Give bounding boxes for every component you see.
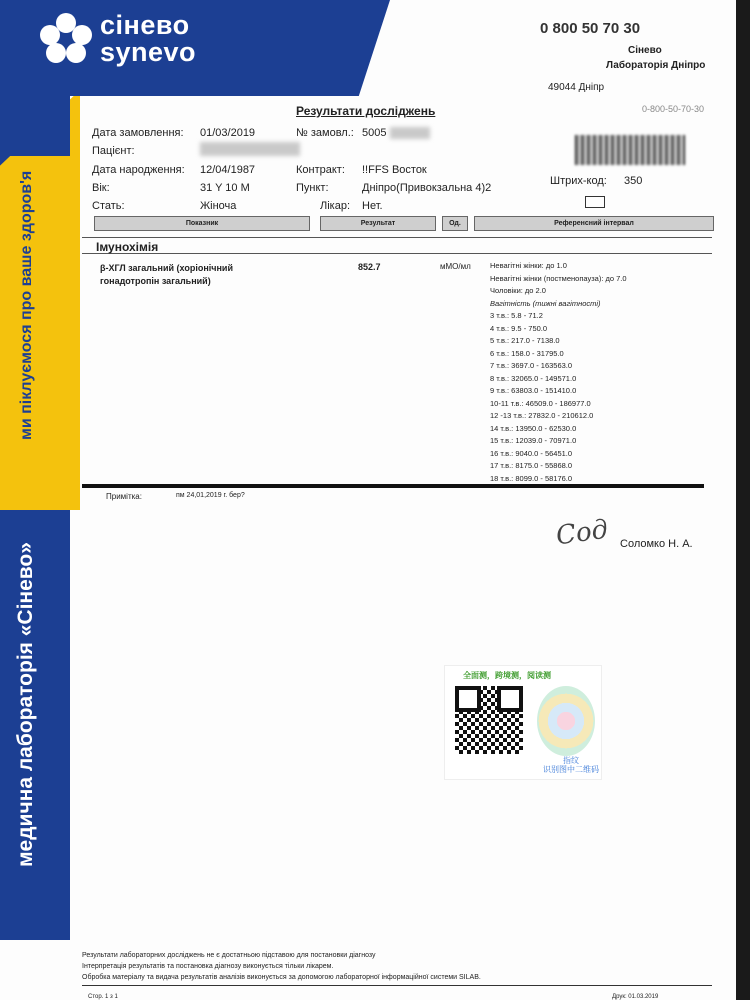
print-date: Друк: 01.03.2019 bbox=[612, 994, 659, 1000]
ref-item: 7 т.в.: 3697.0 - 163563.0 bbox=[490, 361, 573, 370]
disclaimer-line-2: Інтерпретація результатів та постановка діагнозу виконується тільки лікарем. bbox=[82, 963, 334, 970]
order-date-label: Дата замовлення: bbox=[92, 127, 184, 139]
ref-item: 4 т.в.: 9.5 - 750.0 bbox=[490, 323, 548, 333]
signer-name: Соломко Н. А. bbox=[620, 538, 693, 550]
brand-name-ua: сінево bbox=[100, 10, 190, 40]
footer-divider bbox=[82, 985, 712, 986]
lab-name-vertical: медична лабораторія «Сінево» bbox=[14, 542, 37, 868]
ref-item: 8 т.в.: 32065.0 - 149571.0 bbox=[490, 373, 577, 383]
ref-item: 3 т.в.: 5.8 - 71.2 bbox=[490, 311, 543, 320]
disclaimer bbox=[82, 950, 712, 983]
slogan-vertical: ми піклуємося про ваше здоров'я bbox=[18, 170, 35, 440]
point-value: Дніпро(Привокзальна 4)2 bbox=[362, 182, 492, 194]
ref-item: 9 т.в.: 63803.0 - 151410.0 bbox=[490, 386, 577, 395]
disclaimer-line-3: Обробка матеріалу та видача результатів аналізів виконується за допомогою лабораторної інформаційної системи SILAB. bbox=[82, 974, 481, 981]
point-label: Пункт: bbox=[296, 182, 329, 194]
ref-item: 12 -13 т.в.: 27832.0 - 210612.0 bbox=[490, 411, 594, 420]
qr-caption: 全面测，跨境测，阅读测 bbox=[463, 671, 551, 680]
note-value: пм 24,01,2019 г. бер? bbox=[176, 492, 245, 499]
age-label: Вік: bbox=[92, 182, 110, 194]
doctor-label: Лікар: bbox=[320, 200, 351, 212]
ref-item: 14 т.в.: 13950.0 - 62530.0 bbox=[490, 423, 577, 433]
sex-label: Стать: bbox=[92, 200, 125, 212]
note-label: Примітка: bbox=[106, 492, 142, 501]
qr-code-icon[interactable] bbox=[455, 686, 523, 754]
fingerprint-hint: 识别图中二维码 bbox=[543, 765, 599, 774]
reference-list bbox=[490, 260, 627, 485]
age-value: 31 Y 10 M bbox=[200, 182, 250, 194]
hotline-phone: 0 800 50 70 30 bbox=[540, 20, 641, 37]
synevo-logo bbox=[40, 12, 196, 66]
order-date: 01/03/2019 bbox=[200, 127, 256, 139]
lab-phone-2: 0-800-50-70-30 bbox=[642, 104, 705, 114]
fingerprint-label: 指纹 bbox=[563, 756, 579, 765]
barcode bbox=[575, 135, 685, 165]
contract-label: Контракт: bbox=[296, 164, 345, 176]
delivery-options bbox=[585, 196, 605, 208]
brand-name-en: synevo bbox=[100, 37, 197, 67]
col-ref-header: Референсний інтервал bbox=[474, 216, 714, 231]
signature: Сод bbox=[554, 514, 610, 552]
order-number: 5005 bbox=[362, 127, 387, 139]
page-number: Стор. 1 з 1 bbox=[88, 994, 118, 1000]
barcode-value: 350 bbox=[624, 175, 643, 187]
ref-item: Вагітність (тижні вагітності) bbox=[490, 298, 601, 308]
ref-item: 6 т.в.: 158.0 - 31795.0 bbox=[490, 348, 564, 358]
ref-item: 18 т.в.: 8099.0 - 58176.0 bbox=[490, 473, 573, 483]
section-title: Імунохімія bbox=[82, 237, 712, 254]
option-checkbox bbox=[585, 196, 605, 208]
ref-item: Невагітні жінки: до 1.0 bbox=[490, 261, 567, 270]
redacted-patient bbox=[200, 142, 300, 156]
ref-item: Чоловіки: до 2.0 bbox=[490, 286, 546, 295]
section-divider bbox=[82, 484, 704, 488]
col-unit-header: Од. bbox=[442, 216, 468, 231]
lab-title: Сінево bbox=[628, 45, 662, 56]
flower-icon bbox=[40, 13, 92, 65]
col-test-header: Показник bbox=[94, 216, 310, 231]
lab-address: 49044 Дніпр bbox=[548, 82, 605, 93]
ref-item: 16 т.в.: 9040.0 - 56451.0 bbox=[490, 448, 573, 458]
patient-label: Пацієнт: bbox=[92, 145, 135, 157]
ref-item: 5 т.в.: 217.0 - 7138.0 bbox=[490, 336, 560, 345]
contract-value: !!FFS Восток bbox=[362, 164, 427, 176]
birth-label: Дата народження: bbox=[92, 164, 185, 176]
col-result-header: Результат bbox=[320, 216, 436, 231]
doctor-value: Нет. bbox=[362, 200, 383, 212]
birth-date: 12/04/1987 bbox=[200, 164, 256, 176]
test-value: 852.7 bbox=[358, 262, 381, 272]
qr-overlay bbox=[444, 665, 602, 780]
ref-item: 17 т.в.: 8175.0 - 55868.0 bbox=[490, 461, 573, 470]
test-name: β-ХГЛ загальний (хоріонічний гонадотропін загальний) bbox=[100, 263, 233, 286]
barcode-label: Штрих-код: bbox=[550, 175, 607, 187]
order-number-label: № замовл.: bbox=[296, 127, 354, 139]
page-title: Результати досліджень bbox=[296, 104, 436, 118]
test-unit: мМО/мл bbox=[440, 262, 471, 271]
fingerprint-icon[interactable] bbox=[537, 686, 595, 756]
redacted-number bbox=[390, 127, 430, 139]
lab-city: Лабораторія Дніпро bbox=[606, 60, 706, 71]
ref-item: 15 т.в.: 12039.0 - 70971.0 bbox=[490, 436, 577, 445]
disclaimer-line-1: Результати лабораторних досліджень не є достатньою підставою для постановки діагнозу bbox=[82, 952, 376, 959]
ref-item: 10-11 т.в.: 46509.0 - 186977.0 bbox=[490, 398, 591, 408]
ref-item: Невагітні жінки (постменопауза): до 7.0 bbox=[490, 273, 627, 283]
sex-value: Жіноча bbox=[200, 200, 237, 212]
